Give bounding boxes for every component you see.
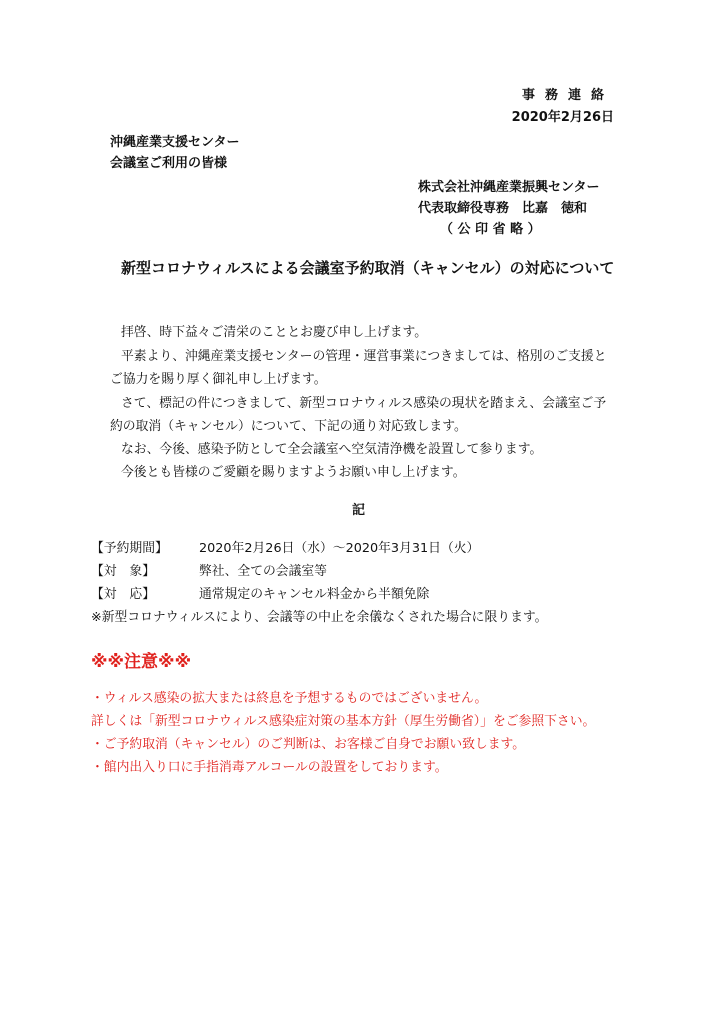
- term-label-period: 【予約期間】: [91, 541, 168, 556]
- document-date: 2020年2月26日: [511, 110, 614, 125]
- term-label-target: 【対 象】: [91, 564, 155, 579]
- term-value-target: 弊社、全ての会議室等: [199, 564, 327, 579]
- body-paragraph: 約の取消（キャンセル）について、下記の通り対応致します。: [110, 419, 467, 434]
- body-paragraph: 拝啓、時下益々ご清栄のこととお慶び申し上げます。: [121, 325, 428, 340]
- conditions-note: ※新型コロナウィルスにより、会議等の中止を余儀なくされた場合に限ります。: [91, 610, 548, 625]
- caution-item: ・ウィルス感染の拡大または終息を予想するものではございません。: [91, 691, 488, 706]
- caution-item: ・館内出入り口に手指消毒アルコールの設置をしております。: [91, 760, 448, 775]
- term-value-period: 2020年2月26日（水）～2020年3月31日（火）: [199, 541, 480, 556]
- caution-item: 詳しくは「新型コロナウィルス感染症対策の基本方針（厚生労働省）」をご参照下さい。: [91, 714, 596, 729]
- sender-representative: 代表取締役専務 比嘉 徳和: [418, 201, 588, 216]
- caution-item: ・ご予約取消（キャンセル）のご判断は、お客様ご自身でお願い致します。: [91, 737, 526, 752]
- ki-heading: 記: [352, 503, 366, 518]
- recipient-addressee: 会議室ご利用の皆様: [110, 156, 228, 171]
- seal-omitted-note: （ 公 印 省 略 ）: [440, 222, 541, 237]
- body-paragraph: 今後とも皆様のご愛顧を賜りますようお願い申し上げます。: [121, 465, 466, 480]
- term-value-response: 通常規定のキャンセル料金から半額免除: [199, 587, 430, 602]
- caution-title: ※※注意※※: [91, 652, 192, 672]
- document-subject: 新型コロナウィルスによる会議室予約取消（キャンセル）の対応について: [121, 259, 615, 277]
- document-type: 事務連絡: [521, 88, 614, 103]
- body-paragraph: さて、標記の件につきまして、新型コロナウィルス感染の現状を踏まえ、会議室ご予: [121, 396, 607, 411]
- term-label-response: 【対 応】: [91, 587, 155, 602]
- sender-company: 株式会社沖縄産業振興センター: [418, 180, 600, 195]
- body-paragraph: 平素より、沖縄産業支援センターの管理・運営事業につきましては、格別のご支援と: [121, 349, 607, 364]
- body-paragraph: なお、今後、感染予防として全会議室へ空気清浄機を設置して参ります。: [121, 442, 543, 457]
- recipient-organization: 沖縄産業支援センター: [110, 135, 240, 150]
- body-paragraph: ご協力を賜り厚く御礼申し上げます。: [110, 372, 327, 387]
